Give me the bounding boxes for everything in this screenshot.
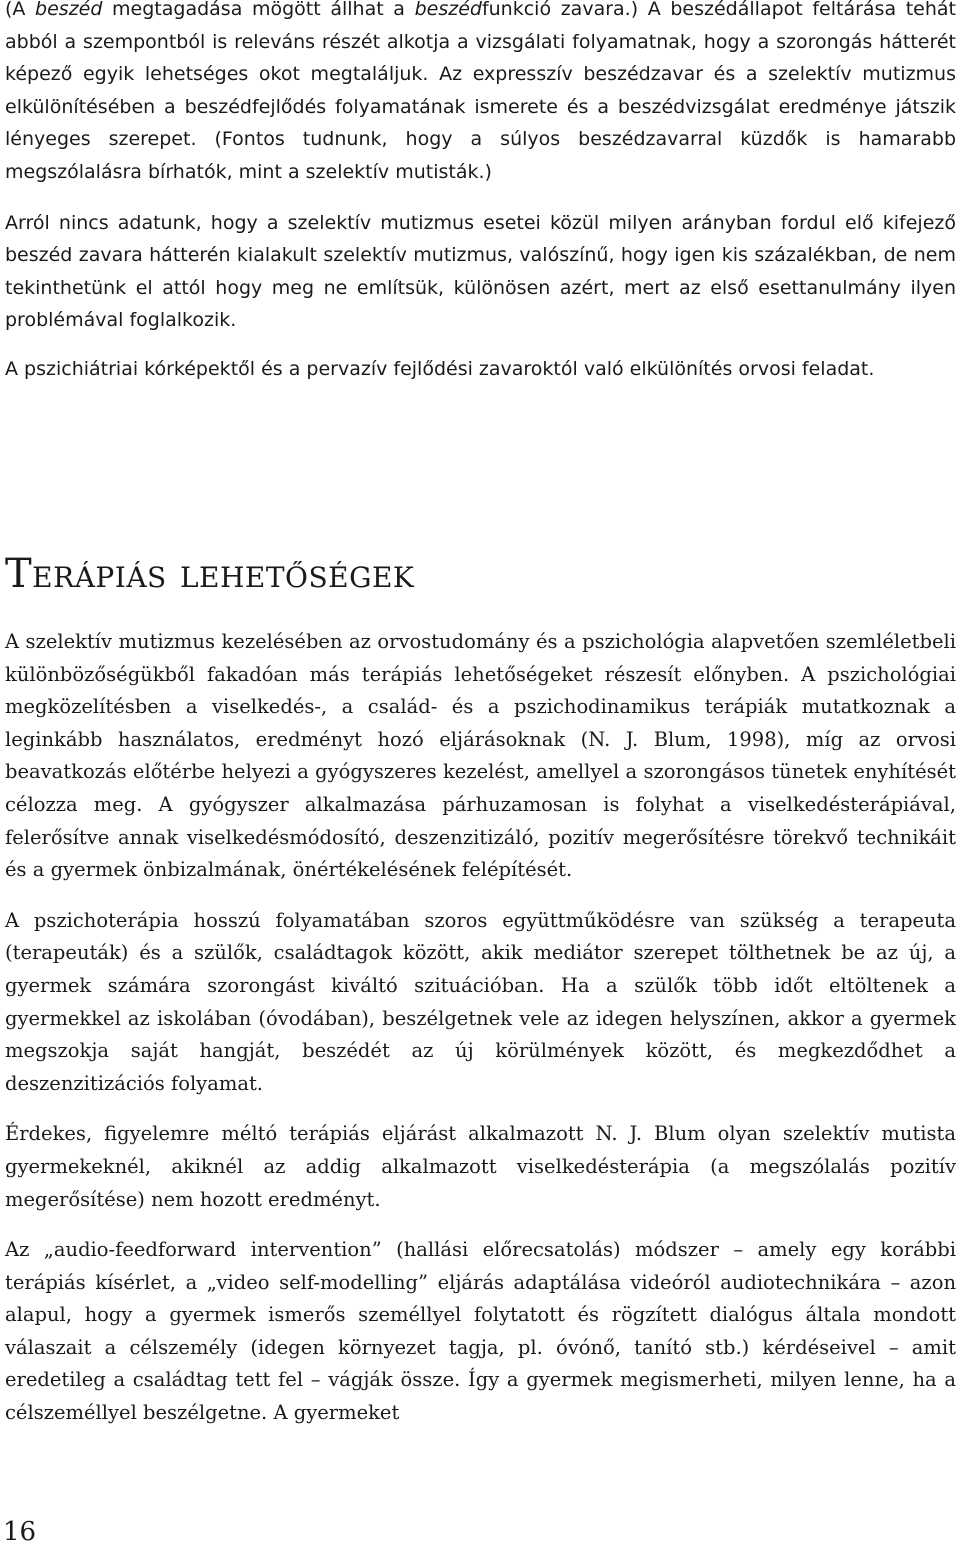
intro-paragraph-2: Arról nincs adatunk, hogy a szelektív mutizmus esetei közül milyen arányban fordul elő kifejező beszéd zavara hátterén kialakult szelektív mutizmus, valószínű, hogy igen kis százalékban, de nem tekinthetünk el attól hogy meg ne említsük, különösen azért, mert az első esettanulmány ilyen problémával foglalkozik. [5, 211, 956, 332]
section-paragraph-3: Érdekes, figyelemre méltó terápiás eljárást alkalmazott N. J. Blum olyan szelektív mutista gyermekeknél, akiknél az addig alkalmazott viselkedésterápia (a megszólalás pozitív megerősítése) nem hozott eredményt. [5, 1122, 956, 1211]
document-page [5, 0, 957, 1425]
intro-paragraph-1-open: (A [5, 0, 36, 20]
intro-paragraph-3: A pszichiátriai kórképektől és a pervazív fejlődési zavaroktól való elkülönítés orvosi feladat. [5, 357, 875, 380]
intro-paragraph-1-middle: megtagadása mögött állhat a [102, 0, 415, 20]
intro-paragraph-1-rest: funkció zavara.) A beszédállapot feltárása tehát abból a szempontból is releváns részét alkotja a vizsgálati folyamatnak, hogy a szorongás hátterét képező egyik lehetséges okot megtaláljuk. Az expresszív beszédzavar és a szelektív mutizmus elkülönítésében a beszédfejlődés folyamatának ismerete és a beszédvizsgálat eredménye játszik lényeges szerepet. (Fontos tudnunk, hogy a súlyos beszédzavarral küzdők is hamarabb megszólalásra bírhatók, mint a szelektív mutisták.) [5, 0, 957, 183]
intro-paragraph-1-emphasis-2: beszéd [414, 0, 482, 20]
section-heading: Terápiás lehetőségek [5, 551, 415, 597]
intro-paragraph-1 [5, 0, 956, 189]
section-body [5, 626, 956, 1430]
section-paragraph-1: A szelektív mutizmus kezelésében az orvostudomány és a pszichológia alapvetően szemléletbeli különbözőségükből fakadóan más terápiás lehetőségeket részesít előnyben. A pszichológiai megközelítésben a viselkedés-, a család- és a pszichodinamikus terápiák mutatkoznak a leginkább használatos, eredményt hozó eljárásoknak (N. J. Blum, 1998), míg az orvosi beavatkozás előtérbe helyezi a gyógyszeres kezelést, amellyel a szorongásos tünetek enyhítését célozza meg. A gyógyszer alkalmazása párhuzamosan is folyhat a viselkedésterápiával, felerősítve annak viselkedésmódosító, deszenzitizáló, pozitív megerősítésre törekvő technikáit és a gyermek önbizalmának, önértékelésének felépítését. [5, 630, 956, 882]
section-paragraph-2: A pszichoterápia hosszú folyamatában szoros együttműködésre van szükség a terapeuta (terapeuták) és a szülők, családtagok között, akik mediátor szerepet tölthetnek be az új, a gyermek számára szorongást kiváltó szituációban. Ha a szülők több időt eltöltenek a gyermekkel az iskolában (óvodában), beszélgetnek vele az idegen helyszínen, akkor a gyermek megszokja saját hangját, beszédét az új körülmények között, és megkezdődhet a deszenzitizációs folyamat. [5, 908, 956, 1095]
section-paragraph-4: Az „audio-feedforward intervention” (hallási előrecsatolás) módszer – amely egy korábbi terápiás kísérlet, a „video self-modelling” eljárás adaptálása videóról audiotechnikára – azon alapul, hogy a gyermek ismerős személlyel folytatott és rögzített dialógus általa mondott válaszait a célszemély (idegen környezet tagja, pl. óvónő, tanító stb.) kérdéseivel – amit eredetileg a családtag tett fel – vágják össze. Így a gyermek megismerheti, milyen lenne, ha a célszeméllyel beszélgetne. A gyermeket [5, 1238, 956, 1425]
intro-paragraph-1-emphasis-1: beszéd [35, 0, 103, 20]
page-number: 16 [3, 1517, 37, 1547]
